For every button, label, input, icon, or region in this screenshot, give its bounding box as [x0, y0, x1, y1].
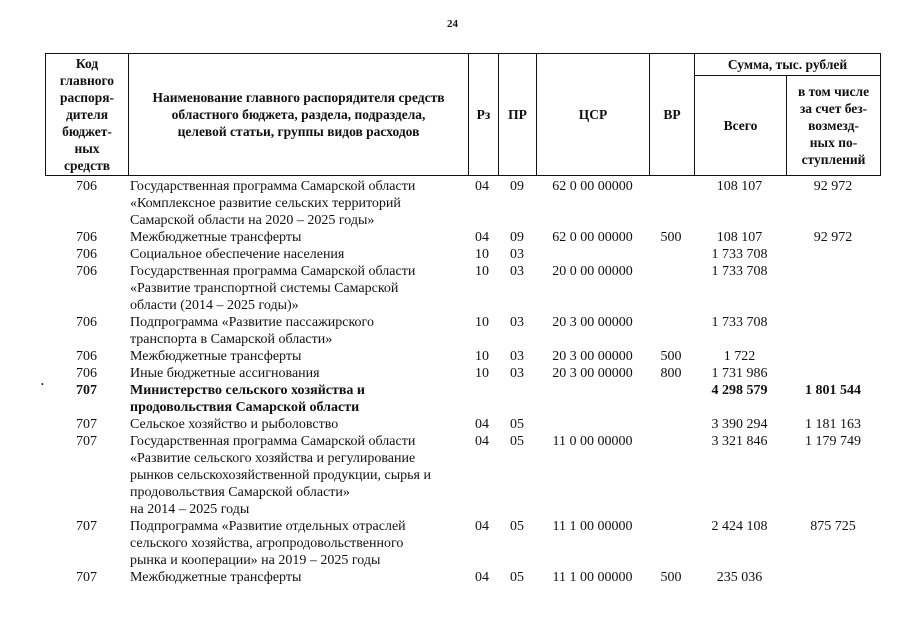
row-csr: 20 3 00 00000 — [552, 349, 633, 364]
table-row — [0, 518, 905, 569]
header-total: Всего — [695, 76, 787, 176]
row-code: 706 — [76, 230, 97, 245]
table-row — [0, 348, 905, 365]
row-vr: 500 — [660, 570, 682, 585]
page-number: 24 — [447, 18, 458, 30]
row-free: 1 179 749 — [805, 434, 861, 449]
table-header — [45, 53, 881, 176]
row-name: Министерство сельского хозяйства и продовольствия Самарской области — [130, 383, 365, 415]
table-row — [0, 433, 905, 518]
header-code: Код главного распоря- дителя бюджет- ных средств — [46, 54, 129, 176]
row-free: 92 972 — [813, 179, 853, 194]
header-name: Наименование главного распорядителя средств областного бюджета, раздела, подраздела, целевой статьи, группы видов расходов — [129, 54, 469, 176]
row-pr: 03 — [510, 366, 524, 381]
row-pr: 03 — [510, 247, 524, 262]
row-rz: 10 — [475, 366, 489, 381]
row-code: 706 — [76, 179, 97, 194]
row-pr: 05 — [510, 570, 524, 585]
row-csr: 11 1 00 00000 — [552, 570, 633, 585]
row-total: 1 731 986 — [711, 366, 768, 381]
row-pr: 09 — [510, 230, 524, 245]
row-free: 1 181 163 — [805, 417, 861, 432]
row-free: 1 801 544 — [805, 383, 861, 398]
row-total: 1 733 708 — [711, 247, 768, 262]
row-total: 4 298 579 — [711, 383, 768, 398]
row-name: Межбюджетные трансферты — [130, 230, 302, 245]
row-rz: 04 — [475, 570, 489, 585]
table-row — [0, 263, 905, 314]
row-total: 3 321 846 — [711, 434, 768, 449]
row-total: 1 722 — [723, 349, 756, 364]
row-code: 707 — [76, 519, 97, 534]
row-rz: 04 — [475, 519, 489, 534]
row-rz: 04 — [475, 417, 489, 432]
table-row — [0, 314, 905, 348]
table-row — [0, 178, 905, 229]
row-vr: 800 — [660, 366, 682, 381]
row-csr: 20 0 00 00000 — [552, 264, 633, 279]
row-rz: 04 — [475, 434, 489, 449]
header-sum: Сумма, тыс. рублей — [695, 54, 881, 76]
row-csr: 20 3 00 00000 — [552, 366, 633, 381]
row-csr: 11 1 00 00000 — [552, 519, 633, 534]
row-total: 3 390 294 — [711, 417, 768, 432]
row-code: 706 — [76, 366, 97, 381]
table-row — [0, 246, 905, 263]
row-name: Сельское хозяйство и рыболовство — [130, 417, 339, 432]
header-free: в том числе за счет без- возмезд- ных по- ступлений — [787, 76, 881, 176]
row-rz: 10 — [475, 315, 489, 330]
header-vr: ВР — [650, 54, 695, 176]
row-rz: 04 — [475, 179, 489, 194]
table-row — [0, 365, 905, 382]
row-csr: 62 0 00 00000 — [552, 179, 633, 194]
row-pr: 03 — [510, 349, 524, 364]
row-vr: 500 — [660, 349, 682, 364]
row-pr: 09 — [510, 179, 524, 194]
row-code: 707 — [76, 417, 97, 432]
row-name: Подпрограмма «Развитие отдельных отраслей сельского хозяйства, агропродовольственного рынка и кооперации» на 2019 – 2025 годы — [130, 519, 406, 568]
row-csr: 20 3 00 00000 — [552, 315, 633, 330]
row-name: Государственная программа Самарской области «Развитие сельского хозяйства и регулирование рынков сельскохозяйственной продукции, сырья и продовольствия Самарской области» на 2014 – 2025 годы — [130, 434, 431, 517]
row-code: 707 — [76, 570, 97, 585]
header-rz: Рз — [469, 54, 499, 176]
row-free: 92 972 — [813, 230, 853, 245]
row-rz: 10 — [475, 264, 489, 279]
row-pr: 05 — [510, 519, 524, 534]
table-body — [0, 178, 905, 586]
row-pr: 05 — [510, 434, 524, 449]
row-name: Подпрограмма «Развитие пассажирского транспорта в Самарской области» — [130, 315, 374, 347]
row-code: 706 — [76, 264, 97, 279]
row-name: Межбюджетные трансферты — [130, 349, 302, 364]
row-code: 707 — [76, 434, 97, 449]
row-pr: 05 — [510, 417, 524, 432]
margin-mark: • — [41, 380, 44, 389]
row-name: Социальное обеспечение населения — [130, 247, 345, 262]
row-code: 706 — [76, 315, 97, 330]
table-row — [0, 416, 905, 433]
row-vr: 500 — [660, 230, 682, 245]
row-name: Государственная программа Самарской области «Развитие транспортной системы Самарской области (2014 – 2025 годы)» — [130, 264, 416, 313]
row-code: 706 — [76, 247, 97, 262]
row-total: 1 733 708 — [711, 315, 768, 330]
table-row — [0, 229, 905, 246]
row-rz: 10 — [475, 247, 489, 262]
row-total: 2 424 108 — [711, 519, 768, 534]
row-csr: 62 0 00 00000 — [552, 230, 633, 245]
table-row — [0, 569, 905, 586]
row-name: Межбюджетные трансферты — [130, 570, 302, 585]
row-rz: 04 — [475, 230, 489, 245]
row-total: 235 036 — [716, 570, 763, 585]
row-rz: 10 — [475, 349, 489, 364]
row-csr: 11 0 00 00000 — [552, 434, 633, 449]
row-name: Иные бюджетные ассигнования — [130, 366, 320, 381]
header-pr: ПР — [499, 54, 537, 176]
header-csr: ЦСР — [537, 54, 650, 176]
row-total: 108 107 — [716, 179, 763, 194]
row-free: 875 725 — [810, 519, 856, 534]
row-code: 706 — [76, 349, 97, 364]
row-total: 1 733 708 — [711, 264, 768, 279]
table-row — [0, 382, 905, 416]
row-pr: 03 — [510, 264, 524, 279]
row-code: 707 — [76, 383, 97, 398]
row-name: Государственная программа Самарской области «Комплексное развитие сельских территорий Самарской области на 2020 – 2025 годы» — [130, 179, 416, 228]
row-pr: 03 — [510, 315, 524, 330]
row-total: 108 107 — [716, 230, 763, 245]
